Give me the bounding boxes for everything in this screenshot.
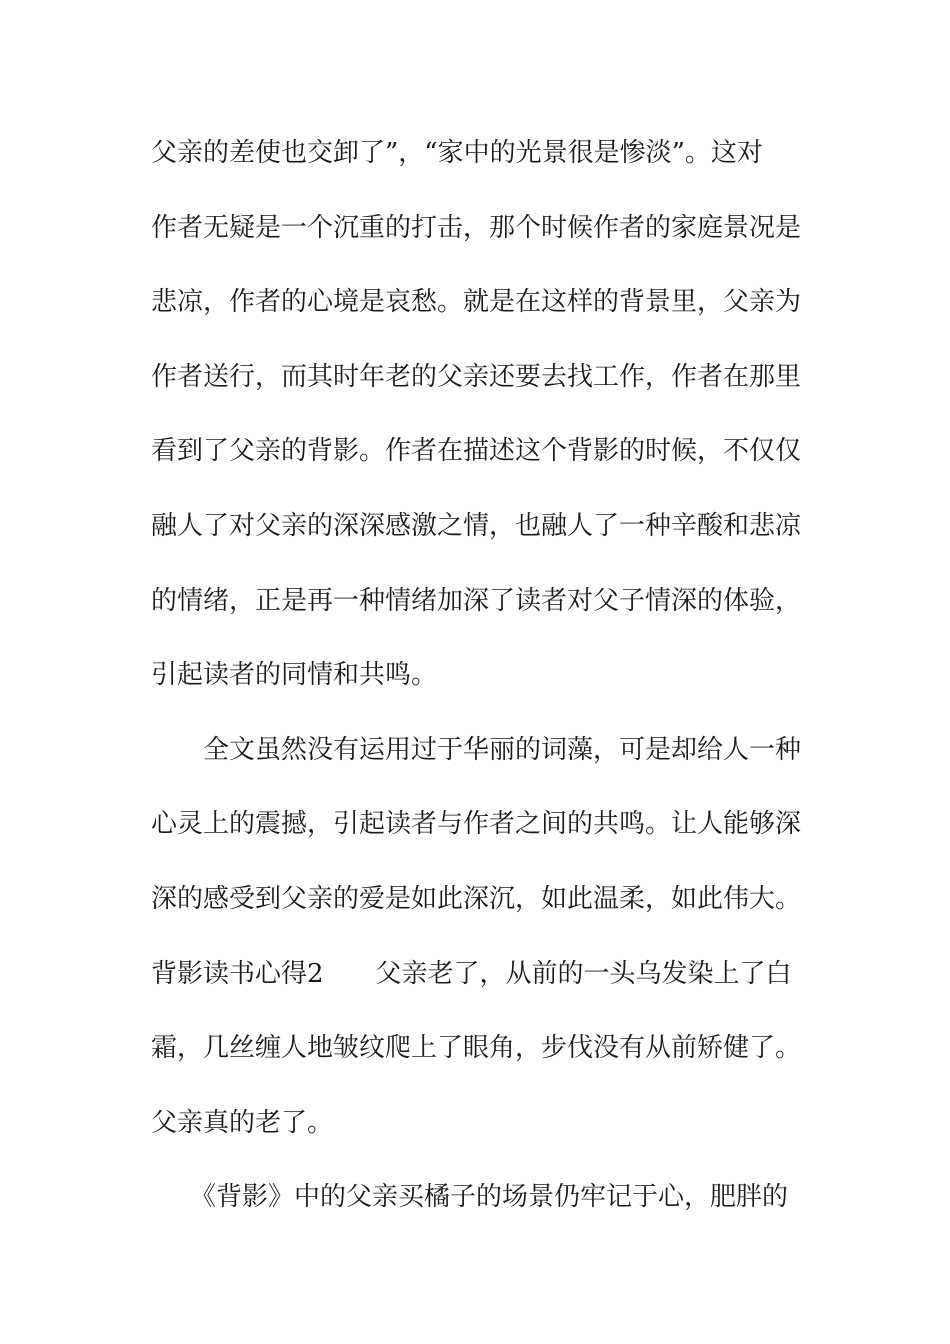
text-line: 背影读书心得2 父亲老了，从前的一头乌发染上了白: [151, 958, 792, 989]
text-line: 融人了对父亲的深深感激之情，也融人了一种辛酸和悲凉: [151, 510, 802, 541]
text-line: 悲凉，作者的心境是哀愁。就是在这样的背景里，父亲为: [151, 287, 802, 318]
text-line: 深的感受到父亲的爱是如此深沉，如此温柔，如此伟大。: [151, 883, 802, 914]
text-line: 父亲的差使也交卸了”，“家中的光景很是惨淡”。这对: [151, 138, 763, 168]
text-line: 心灵上的震撼，引起读者与作者之间的共鸣。让人能够深: [151, 809, 802, 840]
text-line: 霜，几丝缠人地皱纹爬上了眼角，步伐没有从前矫健了。: [151, 1033, 802, 1064]
text-line: 父亲真的老了。: [151, 1107, 334, 1138]
text-line: 看到了父亲的背影。作者在描述这个背影的时候，不仅仅: [151, 436, 802, 467]
body-text: [151, 128, 802, 1247]
text-line: 全文虽然没有运用过于华丽的词藻，可是却给人一种: [151, 734, 802, 765]
text-line: 作者无疑是一个沉重的打击，那个时候作者的家庭景况是: [151, 212, 802, 243]
text-line: 的情绪，正是再一种情绪加深了读者对父子情深的体验，: [151, 585, 802, 616]
text-line: 引起读者的同情和共鸣。: [151, 660, 438, 691]
text-line: 《背影》中的父亲买橘子的场景仍牢记于心，肥胖的: [151, 1182, 789, 1213]
text-line: 作者送行，而其时年老的父亲还要去找工作，作者在那里: [151, 361, 802, 392]
